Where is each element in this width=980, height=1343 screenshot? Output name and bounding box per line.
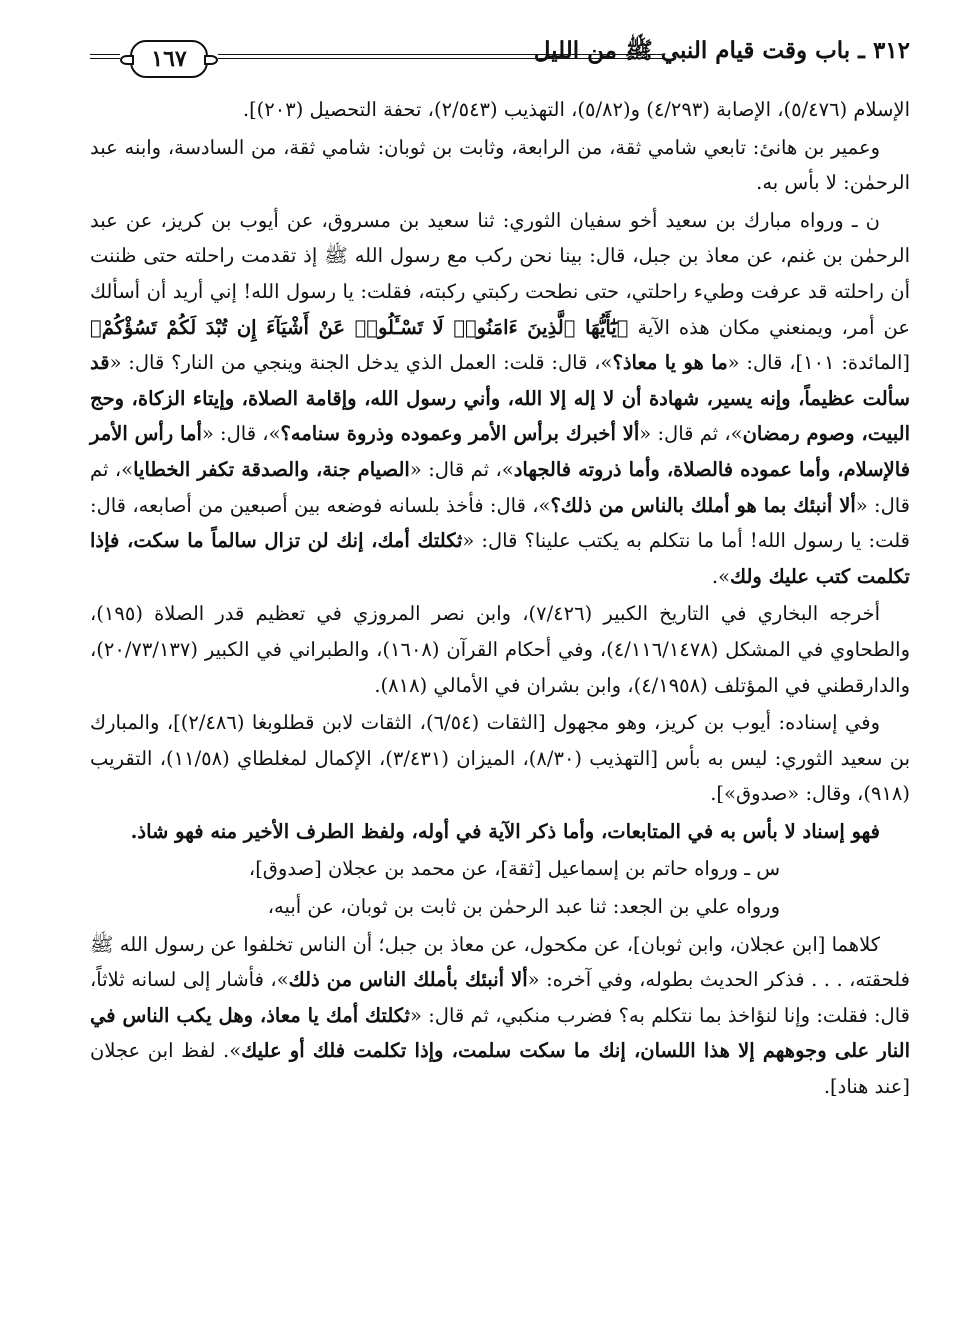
paragraph-verdict <box>90 814 910 850</box>
paragraph-sin-narration <box>90 851 910 887</box>
paragraph-continuation <box>90 92 910 128</box>
text-run: كلاهما [ابن عجلان، وابن ثوبان]، عن مكحول، عن معاذ بن جبل؛ أن الناس تخلفوا عن رسول الله ﷺ فلحقته، . . . فذكر الحديث بطوله، وفي آخره: « <box>90 932 910 992</box>
text-run: وعمير بن هانئ: تابعي شامي ثقة، من الرابعة، وثابت بن ثوبان: شامي ثقة، من السادسة، وابنه عبد الرحمٰن: لا بأس به. <box>90 135 910 195</box>
paragraph-hadith-nun <box>90 203 910 595</box>
page <box>90 30 910 1105</box>
text-run: الصيام جنة، والصدقة تكفر الخطايا <box>133 457 410 481</box>
paragraph-takhrij <box>90 596 910 703</box>
header-rule-end <box>90 54 120 59</box>
text-run: »، قال: « <box>201 422 281 446</box>
paragraph-kilahuma <box>90 927 910 1105</box>
text-run: »، ثم قال: « <box>90 457 910 517</box>
text-run: فهو إسناد لا بأس به في المتابعات، وأما ذكر الآية في أوله، ولفظ الطرف الأخير منه فهو شاذ. <box>130 819 880 843</box>
text-run: أما رأس الأمر فالإسلام، وأما عموده فالصلاة، وأما ذروته فالجهاد <box>90 422 911 481</box>
text-run: ﴿يَٰٓأَيُّهَا ٱلَّذِينَ ءَامَنُوا۟ لَا تَسْـَٔلُوا۟ عَنْ أَشْيَآءَ إِن تُبْدَ لَكُمْ تَسُؤْكُمْ﴾ <box>90 315 629 339</box>
text-run: »، قال: قلت: العمل الذي يدخل الجنة وينجي من النار؟ قال: « <box>109 351 613 375</box>
paragraph-isnad <box>90 705 910 812</box>
text-run: [المائدة: ١٠١]، قال: « <box>727 351 910 375</box>
page-body <box>90 92 910 1105</box>
text-run: ألا أخبرك برأس الأمر وعموده وذروة سنامه؟ <box>280 422 640 446</box>
text-run: وفي إسناده: أيوب بن كريز، وهو مجهول [الثقات (٦/٥٤)، الثقات لابن قطلوبغا (٢/٤٨٦)]، والمبارك بن سعيد الثوري: ليس به بأس [التهذيب (٨/٣٠)، الميزان (٣/٤٣١)، الإكمال لمغلطاي (١١/٥٨)، التقريب (٩١٨)، وقال: «صدوق»]. <box>90 711 911 806</box>
page-header <box>90 30 910 82</box>
text-run: ورواه علي بن الجعد: ثنا عبد الرحمٰن بن ثابت بن ثوبان، عن أبيه، <box>267 895 780 919</box>
chapter-title: ٣١٢ ـ باب وقت قيام النبي ﷺ من الليل <box>533 37 910 64</box>
text-run: »، قال: فأخذ بلسانه فوضعه بين أصبعين من أصابعه، قال: قلت: يا رسول الله! أما ما نتكلم به يكتب علينا؟ قال: « <box>90 493 911 553</box>
header-rule <box>218 54 665 59</box>
text-run: ن ـ ورواه مبارك بن سعيد أخو سفيان الثوري: ثنا سعيد بن مسروق، عن أيوب بن كريز، عن عبد الرحمٰن بن غنم، عن معاذ بن جبل، قال: بينا نحن ركب مع رسول الله ﷺ إذ تقدمت راحلته حتى ظننت أن راحلته قد عرفت وطيء راحلتي، حتى نطحت ركبتي ركبته، فقلت: يا رسول الله! إني أريد أن أسألك عن أمر، ويمنعني مكان هذه الآية <box>90 208 911 339</box>
text-run: ثكلتك أمك، إنك لن تزال سالماً ما سكت، فإذا تكلمت كتب عليك ولك <box>90 529 910 588</box>
text-run: »، فأشار إلى لسانه ثلاثاً، قال: فقلت: وإنا لنؤاخذ بما نتكلم به؟ فضرب منكبي، ثم قال: « <box>90 968 910 1027</box>
text-run: ألا أنبئك بما هو أملك بالناس من ذلك؟ <box>550 493 856 517</box>
text-run: الإسلام (٥/٤٧٦)، الإصابة (٤/٢٩٣) و(٥/٨٢)، التهذيب (٢/٥٤٣)، تحفة التحصيل (٢٠٣)]. <box>242 98 910 121</box>
paragraph-narrators <box>90 130 910 201</box>
paragraph-ali-narration <box>90 889 910 925</box>
text-run: قد سألت عظيماً، وإنه يسير، شهادة أن لا إله إلا الله، وأني رسول الله، وإقامة الصلاة، وإيتاء الزكاة، وحج البيت، وصوم رمضان <box>90 351 910 446</box>
text-run: »، ثم قال: « <box>409 457 514 481</box>
text-run: »، ثم قال: « <box>639 422 743 446</box>
text-run: أخرجه البخاري في التاريخ الكبير (٧/٤٢٦)، وابن نصر المروزي في تعظيم قدر الصلاة (١٩٥)، والطحاوي في المشكل (٤/١١٦/١٤٧٨)، وفي أحكام القرآن (١٦٠٨)، والطبراني في الكبير (٢٠/٧٣/١٣٧)، والدارقطني في المؤتلف (٤/١٩٥٨)، وابن بشران في الأمالي (٨١٨). <box>90 602 910 697</box>
text-run: ألا أنبئك بأملك الناس من ذلك <box>288 968 528 992</box>
page-number: ١٦٧ <box>130 40 208 78</box>
text-run: ما هو يا معاذ؟ <box>612 351 728 375</box>
text-run: ». لفظ ابن عجلان [عند هناد]. <box>90 1039 910 1099</box>
text-run: ». <box>711 564 731 588</box>
text-run: س ـ ورواه حاتم بن إسماعيل [ثقة]، عن محمد بن عجلان [صدوق]، <box>248 857 780 881</box>
text-run: ثكلتك أمك يا معاذ، وهل يكب الناس في النار على وجوههم إلا هذا اللسان، إنك ما سكت سلمت، وإذا تكلمت فلك أو عليك <box>90 1003 910 1063</box>
